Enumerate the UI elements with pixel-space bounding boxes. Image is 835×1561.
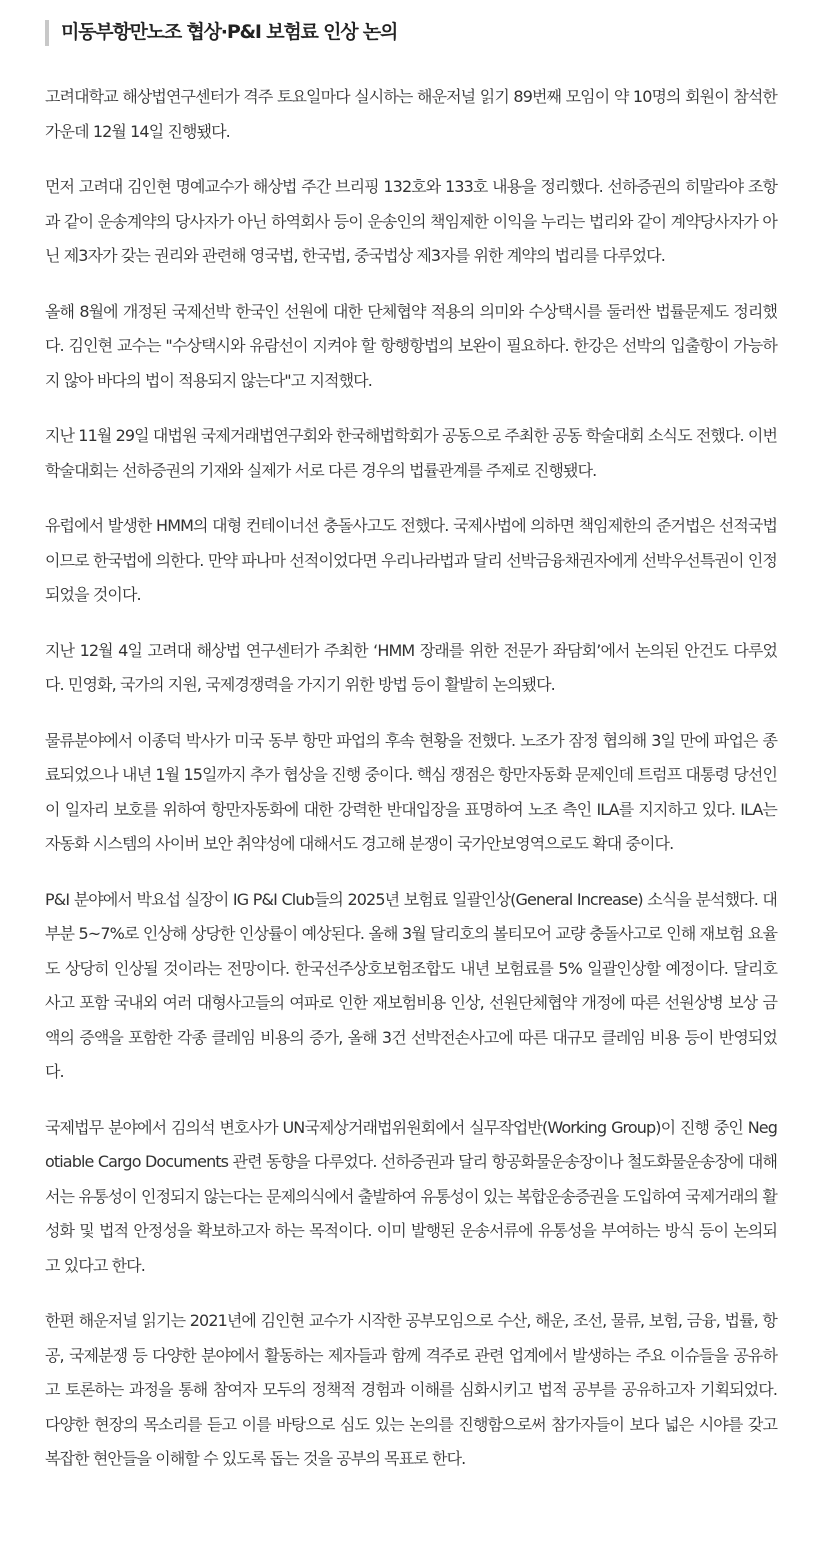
paragraph-port-strike: 물류분야에서 이종덕 박사가 미국 동부 항만 파업의 후속 현황을 전했다. 노조가 잠정 협의해 3일 만에 파업은 종료되었으나 내년 1월 15일까지 추가 협상을 진행 중이다. 핵심 쟁점은 항만자동화 문제인데 트럼프 대통령 당선인이 일자리 보호를 위하여 항만자동화에 대한 강력한 반대입장을 표명하여 노조 측인 ILA를 지지하고 있다. ILA는 자동화 시스템의 사이버 보안 취약성에 대해서도 경고해 분쟁이 국가안보영역으로도 확대 중이다. — [45, 730, 777, 853]
paragraph-cargo-documents: 국제법무 분야에서 김의석 변호사가 UN국제상거래법위원회에서 실무작업반(Working Group)이 진행 중인 Negotiable Cargo Documents 관련 동향을 다루었다. 선하증권과 달리 항공화물운송장이나 철도화물운송장에 대해서는 유통성이 인정되지 않는다는 문제의식에서 출발하여 유통성이 있는 복합운송증권을 도입하여 국제거래의 활성화 및 법적 안정성을 확보하고자 하는 목적이다. 이미 발행된 운송서류에 유통성을 부여하는 방식 등이 논의되고 있다고 한다. — [45, 1117, 777, 1275]
paragraph-study-group: 한편 해운저널 읽기는 2021년에 김인현 교수가 시작한 공부모임으로 수산, 해운, 조선, 물류, 보험, 금융, 법률, 항공, 국제분쟁 등 다양한 분야에서 활동하는 제자들과 함께 격주로 관련 업계에서 발생하는 주요 이슈들을 공유하고 토론하는 과정을 통해 참여자 모두의 정책적 경험과 이해를 심화시키고 법적 공부를 공유하고자 기획되었다. 다양한 현장의 목소리를 듣고 이를 바탕으로 심도 있는 논의를 진행함으로써 참가자들이 보다 넓은 시야를 갖고 복잡한 현안들을 이해할 수 있도록 돕는 것을 공부의 목표로 한다. — [45, 1311, 777, 1468]
paragraph-pi-insurance: P&I 분야에서 박요섭 실장이 IG P&I Club들의 2025년 보험료 일괄인상(General Increase) 소식을 분석했다. 대부분 5~7%로 인상해 상당한 인상률이 예상된다. 올해 3월 달리호의 볼티모어 교량 충돌사고로 인해 재보험 요율도 상당히 인상될 것이라는 전망이다. 한국선주상호보험조합도 내년 보험료를 5% 일괄인상할 예정이다. 달리호 사고 포함 국내외 여러 대형사고들의 여파로 인한 재보험비용 인상, 선원단체협약 개정에 따른 선원상병 보상 금액의 증액을 포함한 각종 클레임 비용의 증가, 올해 3건 선박전손사고에 따른 대규모 클레임 비용 등이 반영되었다. — [45, 889, 777, 1081]
paragraph-hmm-collision: 유럽에서 발생한 HMM의 대형 컨테이너선 충돌사고도 전했다. 국제사법에 의하면 책임제한의 준거법은 선적국법이므로 한국법에 의한다. 만약 파나마 선적이었다면 우리나라법과 달리 선박금융채권자에게 선박우선특권이 인정되었을 것이다. — [45, 516, 777, 604]
paragraph-hmm-roundtable: 지난 12월 4일 고려대 해상법 연구센터가 주최한 ‘HMM 장래를 위한 전문가 좌담회’에서 논의된 안건도 다루었다. 민영화, 국가의 지원, 국제경쟁력을 가지기 위한 방법 등이 활발히 논의됐다. — [45, 640, 777, 694]
article-paragraphs — [45, 80, 777, 1477]
paragraph-law-briefing: 먼저 고려대 김인현 명예교수가 해상법 주간 브리핑 132호와 133호 내용을 정리했다. 선하증권의 히말라야 조항과 같이 운송계약의 당사자가 아닌 하역회사 등이 운송인의 책임제한 이익을 누리는 법리와 같이 계약당사자가 아닌 제3자가 갖는 권리와 관련해 영국법, 한국법, 중국법상 제3자를 위한 계약의 법리를 다루었다. — [45, 177, 777, 265]
paragraph-meeting-intro: 고려대학교 해상법연구센터가 격주 토요일마다 실시하는 해운저널 읽기 89번째 모임이 약 10명의 회원이 참석한 가운데 12월 14일 진행됐다. — [45, 87, 777, 141]
paragraph-academic-conference: 지난 11월 29일 대법원 국제거래법연구회와 한국해법학회가 공동으로 주최한 공동 학술대회 소식도 전했다. 이번 학술대회는 선하증권의 기재와 실제가 서로 다른 경우의 법률관계를 주제로 진행됐다. — [45, 426, 778, 480]
paragraph-water-taxi: 올해 8월에 개정된 국제선박 한국인 선원에 대한 단체협약 적용의 의미와 수상택시를 둘러싼 법률문제도 정리했다. 김인현 교수는 "수상택시와 유람선이 지켜야 할 항행항법의 보완이 필요하다. 한강은 선박의 입출항이 가능하지 않아 바다의 법이 적용되지 않는다"고 지적했다. — [45, 301, 777, 390]
article-body — [45, 0, 777, 1498]
section-subheading: 미동부항만노조 협상·P&I 보험료 인상 논의 — [45, 18, 777, 46]
